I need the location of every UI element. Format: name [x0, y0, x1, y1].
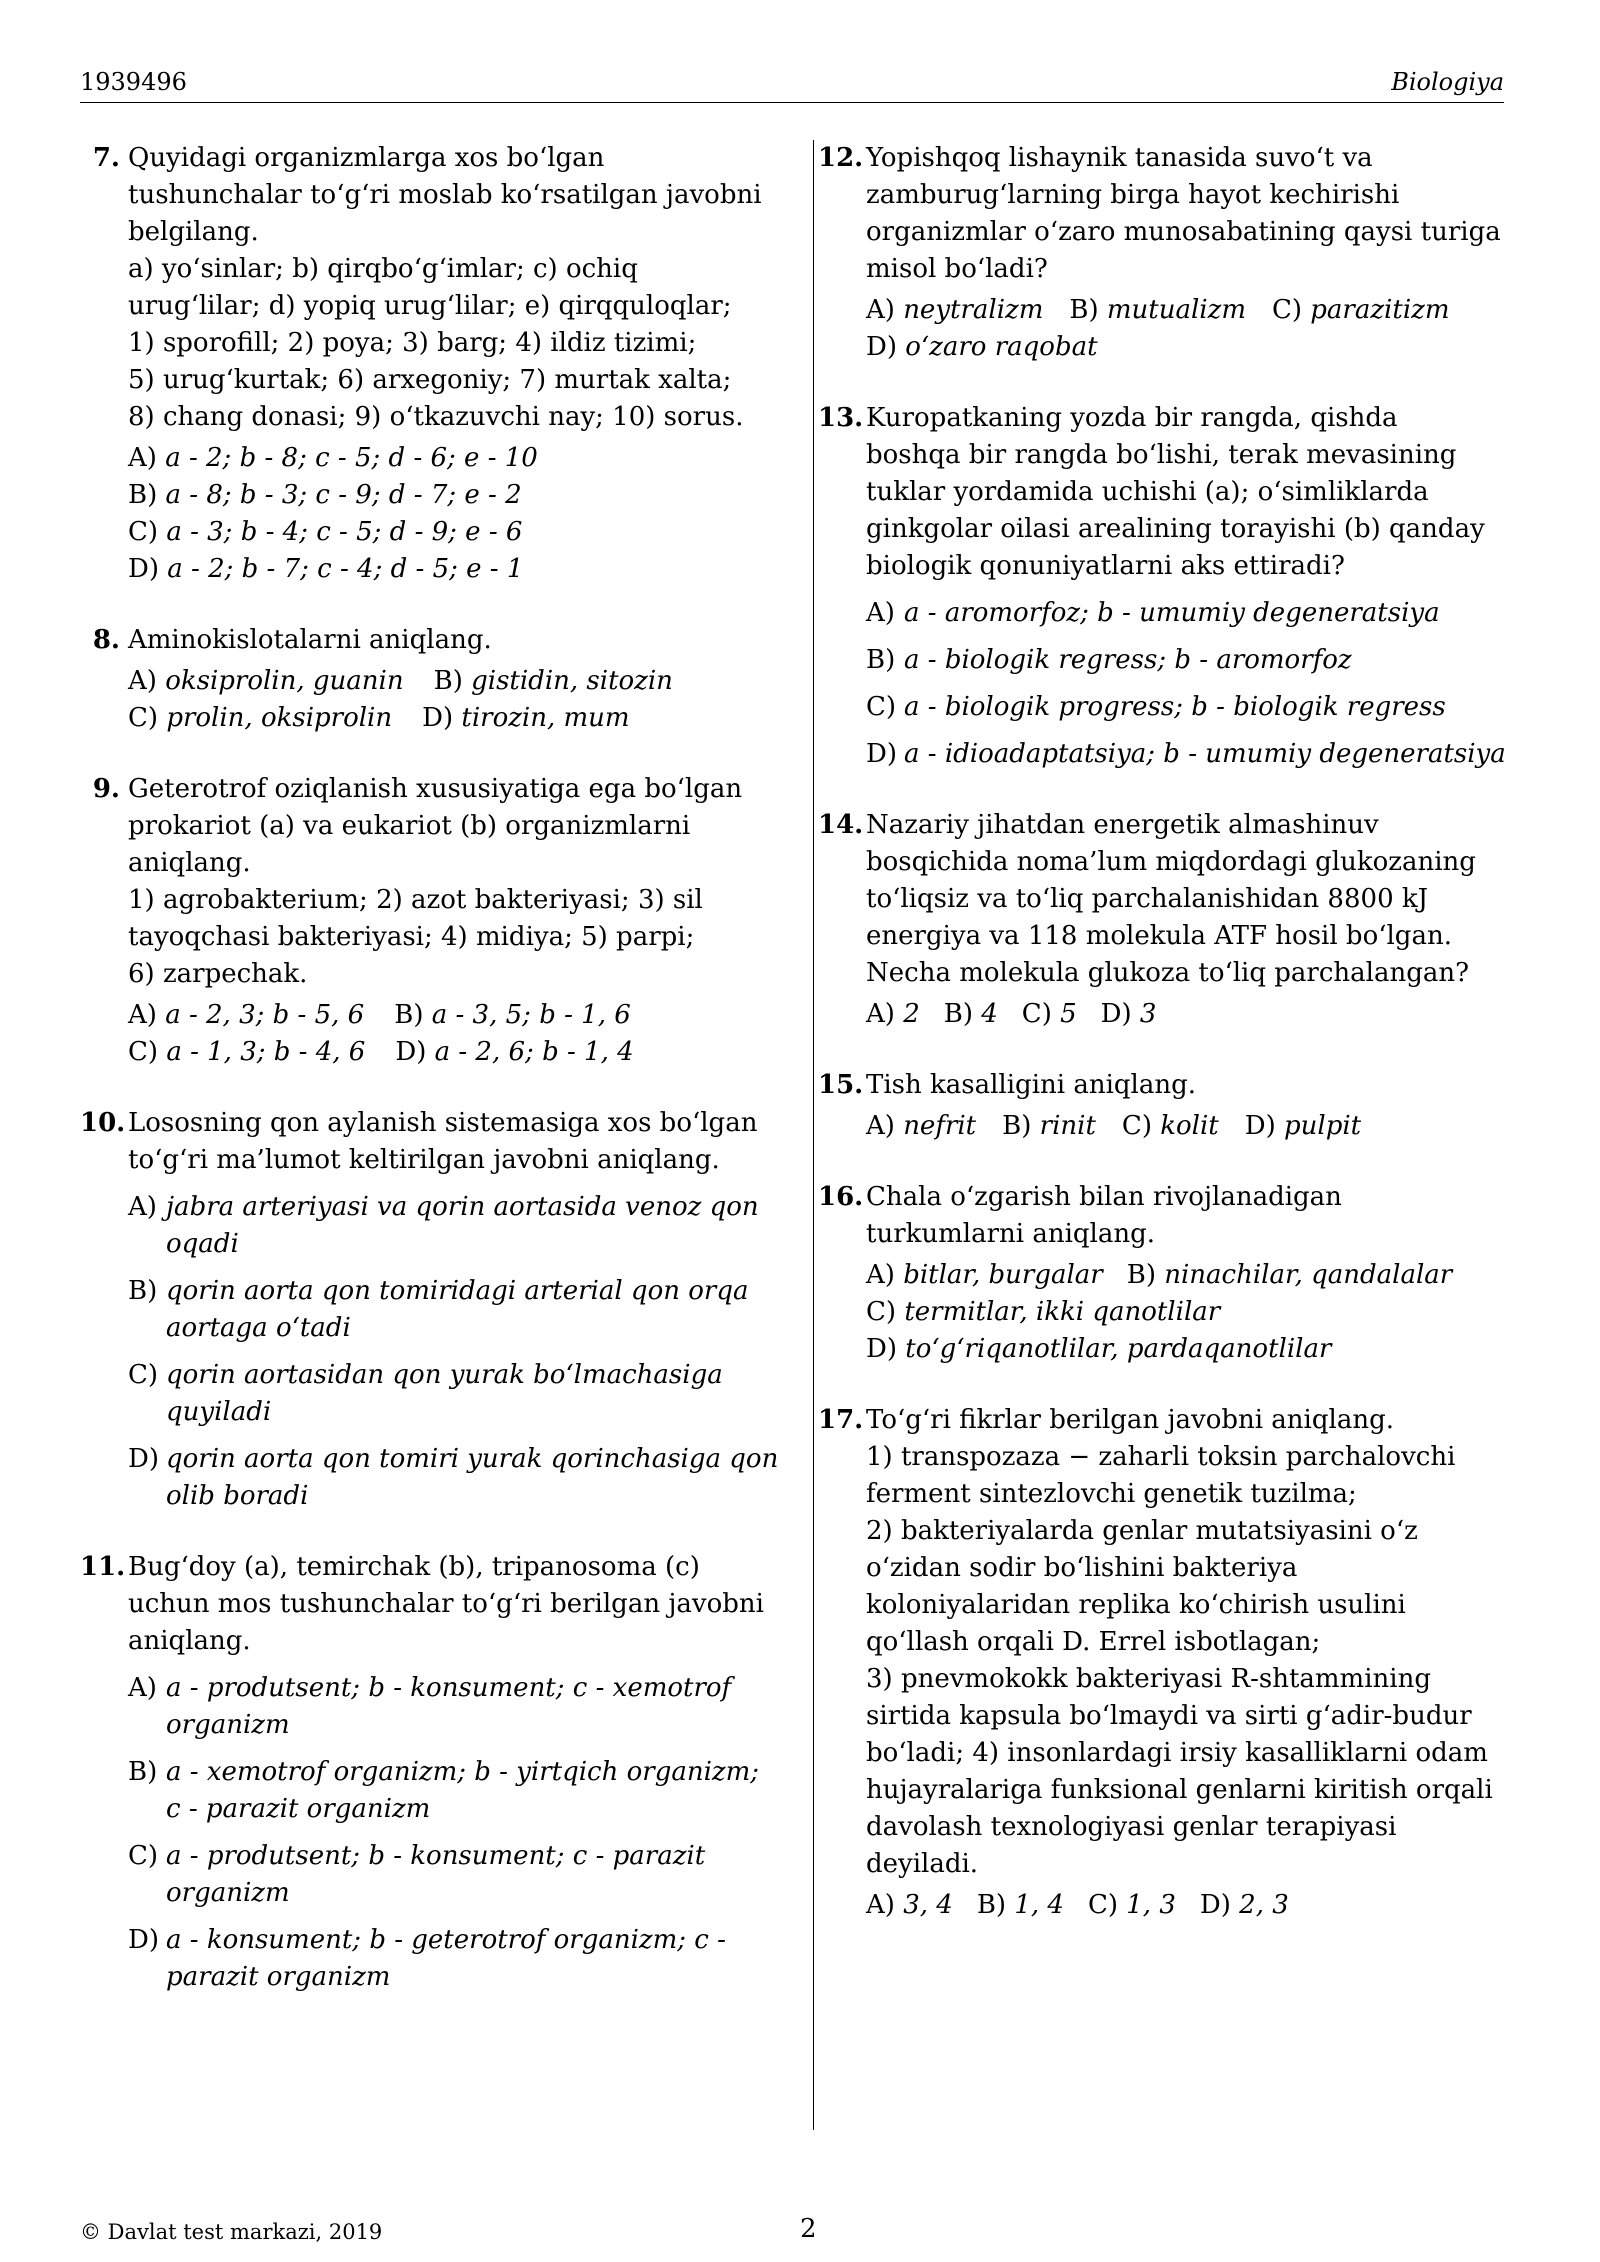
option-b[interactable]: B) mutualizm	[1069, 295, 1246, 325]
option-b[interactable]: B) a - 8; b - 3; c - 9; d - 7; e - 2	[128, 480, 522, 510]
option-a[interactable]: A) oksiprolin, guanin	[128, 666, 404, 696]
option-d[interactable]: D) tirozin, mum	[422, 703, 630, 733]
question-number: 10.	[80, 1108, 126, 1138]
question-text: Aminokislotalarni aniqlang.	[128, 625, 492, 655]
option-a[interactable]: A) a - aromorfoz; b - umumiy degeneratsiya	[866, 598, 1440, 628]
option-c[interactable]: C) 5	[1021, 999, 1077, 1029]
option-a[interactable]: A) a - produtsent; b - konsument; c - xemotrof organizm	[128, 1673, 732, 1740]
question-11	[80, 1549, 780, 1996]
option-d[interactable]: D) a - konsument; b - geterotrof organizm; c - parazit organizm	[128, 1925, 726, 1992]
option-a[interactable]: A) bitlar, burgalar	[866, 1260, 1103, 1290]
question-16	[818, 1179, 1508, 1368]
question-10	[80, 1105, 780, 1515]
option-a[interactable]: A) neytralizm	[866, 295, 1044, 325]
option-b[interactable]: B) a - xemotrof organizm; b - yirtqich organizm; c - parazit organizm	[128, 1757, 760, 1824]
question-text: Tish kasalligini aniqlang.	[866, 1070, 1197, 1100]
column-divider	[813, 140, 814, 2130]
option-d[interactable]: D) pulpit	[1244, 1111, 1362, 1141]
option-b[interactable]: B) 4	[943, 999, 998, 1029]
question-number: 14.	[818, 810, 864, 840]
option-b[interactable]: B) a - 3, 5; b - 1, 6	[394, 1000, 631, 1030]
question-number: 16.	[818, 1182, 864, 1212]
left-column	[80, 140, 780, 1996]
document-id: 1939496	[80, 68, 187, 96]
option-b[interactable]: B) a - biologik regress; b - aromorfoz	[866, 645, 1352, 675]
question-8	[80, 622, 780, 737]
question-number: 12.	[818, 143, 864, 173]
question-12	[818, 140, 1508, 366]
question-number: 9.	[92, 774, 120, 804]
option-d[interactable]: D) o‘zaro raqobat	[866, 332, 1098, 362]
option-d[interactable]: D) qorin aorta qon tomiri yurak qorinchasiga qon olib boradi	[128, 1444, 779, 1511]
option-b[interactable]: B) rinit	[1002, 1111, 1096, 1141]
footer-copyright: © Davlat test markazi, 2019	[80, 2220, 383, 2244]
question-15	[818, 1067, 1508, 1145]
subject-title: Biologiya	[1391, 68, 1504, 96]
question-text: Lososning qon aylanish sistemasiga xos bo‘lgan to‘g‘ri ma’lumot keltirilgan javobni aniqlang.	[128, 1108, 758, 1175]
option-a[interactable]: A) 2	[866, 999, 920, 1029]
question-7	[80, 140, 780, 588]
question-text: Quyidagi organizmlarga xos bo‘lgan tushunchalar to‘g‘ri moslab ko‘rsatilgan javobni belgilang. a) yo‘sinlar; b) qirqbo‘g‘imlar; c) ochiq urug‘lilar; d) yopiq urug‘lilar; e) qirqquloqlar; 1) sporofill; 2) poya; 3) barg; 4) ildiz tizimi; 5) urug‘kurtak; 6) arxegoniy; 7) murtak xalta; 8) chang donasi; 9) o‘tkazuvchi nay; 10) sorus.	[128, 143, 762, 432]
option-b[interactable]: B) qorin aorta qon tomiridagi arterial qon orqa aortaga o‘tadi	[128, 1276, 749, 1343]
option-c[interactable]: C) a - biologik progress; b - biologik regress	[866, 692, 1446, 722]
option-b[interactable]: B) 1, 4	[976, 1890, 1064, 1920]
option-c[interactable]: C) parazitizm	[1271, 295, 1450, 325]
question-13	[818, 400, 1508, 773]
question-text: Chala o‘zgarish bilan rivojlanadigan turkumlarni aniqlang.	[866, 1182, 1342, 1249]
question-text: Kuropatkaning yozda bir rangda, qishda boshqa bir rangda bo‘lishi, terak mevasining tuklar yordamida uchishi (a); o‘simliklarda ginkgolar oilasi arealining torayishi (b) qanday biologik qonuniyatlarni aks ettiradi?	[866, 403, 1485, 581]
option-c[interactable]: C) kolit	[1121, 1111, 1219, 1141]
question-text: Bug‘doy (a), temirchak (b), tripanosoma (c) uchun mos tushunchalar to‘g‘ri berilgan javobni aniqlang.	[128, 1552, 764, 1656]
option-d[interactable]: D) a - 2, 6; b - 1, 4	[395, 1037, 634, 1067]
page-header	[80, 66, 1504, 103]
option-c[interactable]: C) a - 1, 3; b - 4, 6	[128, 1037, 366, 1067]
option-d[interactable]: D) 3	[1100, 999, 1157, 1029]
question-text: Geterotrof oziqlanish xususiyatiga ega bo‘lgan prokariot (a) va eukariot (b) organizmlarni aniqlang. 1) agrobakterium; 2) azot bakteriyasi; 3) sil tayoqchasi bakteriyasi; 4) midiya; 5) parpi; 6) zarpechak.	[128, 774, 743, 989]
option-d[interactable]: D) a - idioadaptatsiya; b - umumiy degeneratsiya	[866, 739, 1506, 769]
option-a[interactable]: A) nefrit	[866, 1111, 977, 1141]
question-number: 7.	[92, 143, 120, 173]
option-c[interactable]: C) qorin aortasidan qon yurak bo‘lmachasiga quyiladi	[128, 1360, 723, 1427]
option-c[interactable]: C) a - produtsent; b - konsument; c - parazit organizm	[128, 1841, 706, 1908]
option-c[interactable]: C) 1, 3	[1087, 1890, 1176, 1920]
option-d[interactable]: D) a - 2; b - 7; c - 4; d - 5; e - 1	[128, 554, 524, 584]
page-number: 2	[800, 2214, 817, 2244]
option-c[interactable]: C) prolin, oksiprolin	[128, 703, 393, 733]
question-17	[818, 1402, 1508, 1924]
question-number: 13.	[818, 403, 864, 433]
question-number: 17.	[818, 1405, 864, 1435]
option-b[interactable]: B) gistidin, sitozin	[433, 666, 673, 696]
question-number: 8.	[92, 625, 120, 655]
question-number: 11.	[80, 1552, 126, 1582]
question-text: To‘g‘ri fikrlar berilgan javobni aniqlang. 1) transpozaza − zaharli toksin parchalovchi ferment sintezlovchi genetik tuzilma; 2) bakteriyalarda genlar mutatsiyasini o‘z o‘zidan sodir bo‘lishini bakteriya koloniyalaridan replika ko‘chirish usulini qo‘llash orqali D. Errel isbotlagan; 3) pnevmokokk bakteriyasi R-shtammining sirtida kapsula bo‘lmaydi va sirti g‘adir-budur bo‘ladi; 4) insonlardagi irsiy kasalliklarni odam hujayralariga funksional genlarni kiritish orqali davolash texnologiyasi genlar terapiyasi deyiladi.	[866, 1405, 1493, 1879]
option-c[interactable]: C) termitlar, ikki qanotlilar	[866, 1297, 1221, 1327]
option-a[interactable]: A) 3, 4	[866, 1890, 953, 1920]
option-c[interactable]: C) a - 3; b - 4; c - 5; d - 9; e - 6	[128, 517, 523, 547]
right-column	[818, 140, 1508, 1924]
question-text: Yopishqoq lishaynik tanasida suvo‘t va zamburug‘larning birga hayot kechirishi organizmlar o‘zaro munosabatining qaysi turiga misol bo‘ladi?	[866, 143, 1501, 284]
option-b[interactable]: B) ninachilar, qandalalar	[1126, 1260, 1453, 1290]
question-text: Nazariy jihatdan energetik almashinuv bosqichida noma’lum miqdordagi glukozaning to‘liqsiz va to‘liq parchalanishidan 8800 kJ energiya va 118 molekula ATF hosil bo‘lgan. Necha molekula glukoza to‘liq parchalangan?	[866, 810, 1476, 988]
option-d[interactable]: D) 2, 3	[1199, 1890, 1289, 1920]
option-a[interactable]: A) a - 2; b - 8; c - 5; d - 6; e - 10	[128, 443, 538, 473]
option-a[interactable]: A) jabra arteriyasi va qorin aortasida venoz qon oqadi	[128, 1192, 759, 1259]
question-9	[80, 771, 780, 1071]
question-14	[818, 807, 1508, 1033]
option-d[interactable]: D) to‘g‘riqanotlilar, pardaqanotlilar	[866, 1334, 1332, 1364]
option-a[interactable]: A) a - 2, 3; b - 5, 6	[128, 1000, 365, 1030]
question-number: 15.	[818, 1070, 864, 1100]
